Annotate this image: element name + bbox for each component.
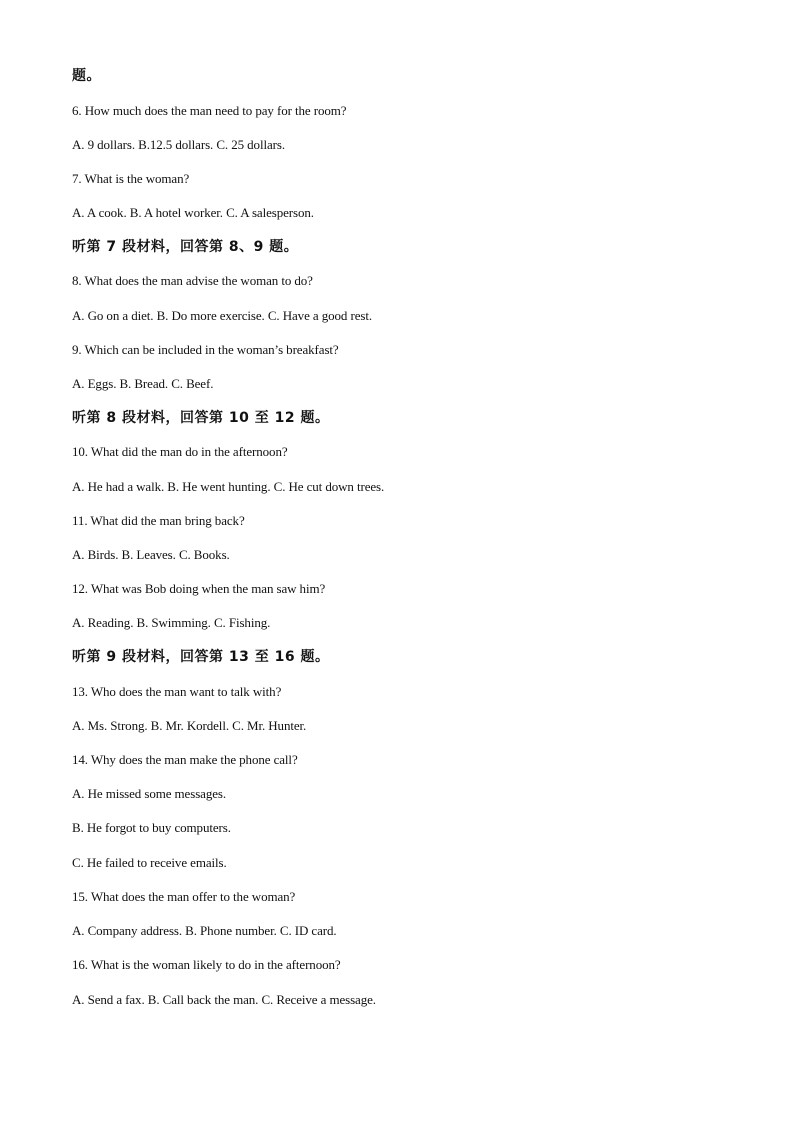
question-11: 11. What did the man bring back? <box>72 513 245 528</box>
question-15: 15. What does the man offer to the woman? <box>72 889 296 904</box>
options-6: A. 9 dollars. B.12.5 dollars. C. 25 dollars. <box>72 137 285 152</box>
question-16: 16. What is the woman likely to do in the afternoon? <box>72 957 341 972</box>
question-13: 13. Who does the man want to talk with? <box>72 684 282 699</box>
question-6: 6. How much does the man need to pay for the room? <box>72 103 347 118</box>
option-14c: C. He failed to receive emails. <box>72 855 227 870</box>
options-13: A. Ms. Strong. B. Mr. Kordell. C. Mr. Hunter. <box>72 718 307 733</box>
section-heading: 听第 7 段材料，回答第 8、9 题。 <box>72 239 299 255</box>
options-8: A. Go on a diet. B. Do more exercise. C. Have a good rest. <box>72 308 372 323</box>
question-12: 12. What was Bob doing when the man saw him? <box>72 581 326 596</box>
section-heading: 听第 8 段材料，回答第 10 至 12 题。 <box>72 410 330 426</box>
options-7: A. A cook. B. A hotel worker. C. A salesperson. <box>72 205 314 220</box>
options-9: A. Eggs. B. Bread. C. Beef. <box>72 376 214 391</box>
section-heading: 题。 <box>72 68 101 84</box>
options-16: A. Send a fax. B. Call back the man. C. Receive a message. <box>72 992 376 1007</box>
options-12: A. Reading. B. Swimming. C. Fishing. <box>72 615 271 630</box>
options-15: A. Company address. B. Phone number. C. ID card. <box>72 923 337 938</box>
option-14b: B. He forgot to buy computers. <box>72 820 231 835</box>
options-11: A. Birds. B. Leaves. C. Books. <box>72 547 230 562</box>
question-7: 7. What is the woman? <box>72 171 190 186</box>
question-10: 10. What did the man do in the afternoon? <box>72 444 288 459</box>
question-14: 14. Why does the man make the phone call? <box>72 752 298 767</box>
question-8: 8. What does the man advise the woman to do? <box>72 273 313 288</box>
options-10: A. He had a walk. B. He went hunting. C. He cut down trees. <box>72 479 385 494</box>
section-heading: 听第 9 段材料，回答第 13 至 16 题。 <box>72 649 330 665</box>
option-14a: A. He missed some messages. <box>72 786 226 801</box>
question-9: 9. Which can be included in the woman’s breakfast? <box>72 342 339 357</box>
